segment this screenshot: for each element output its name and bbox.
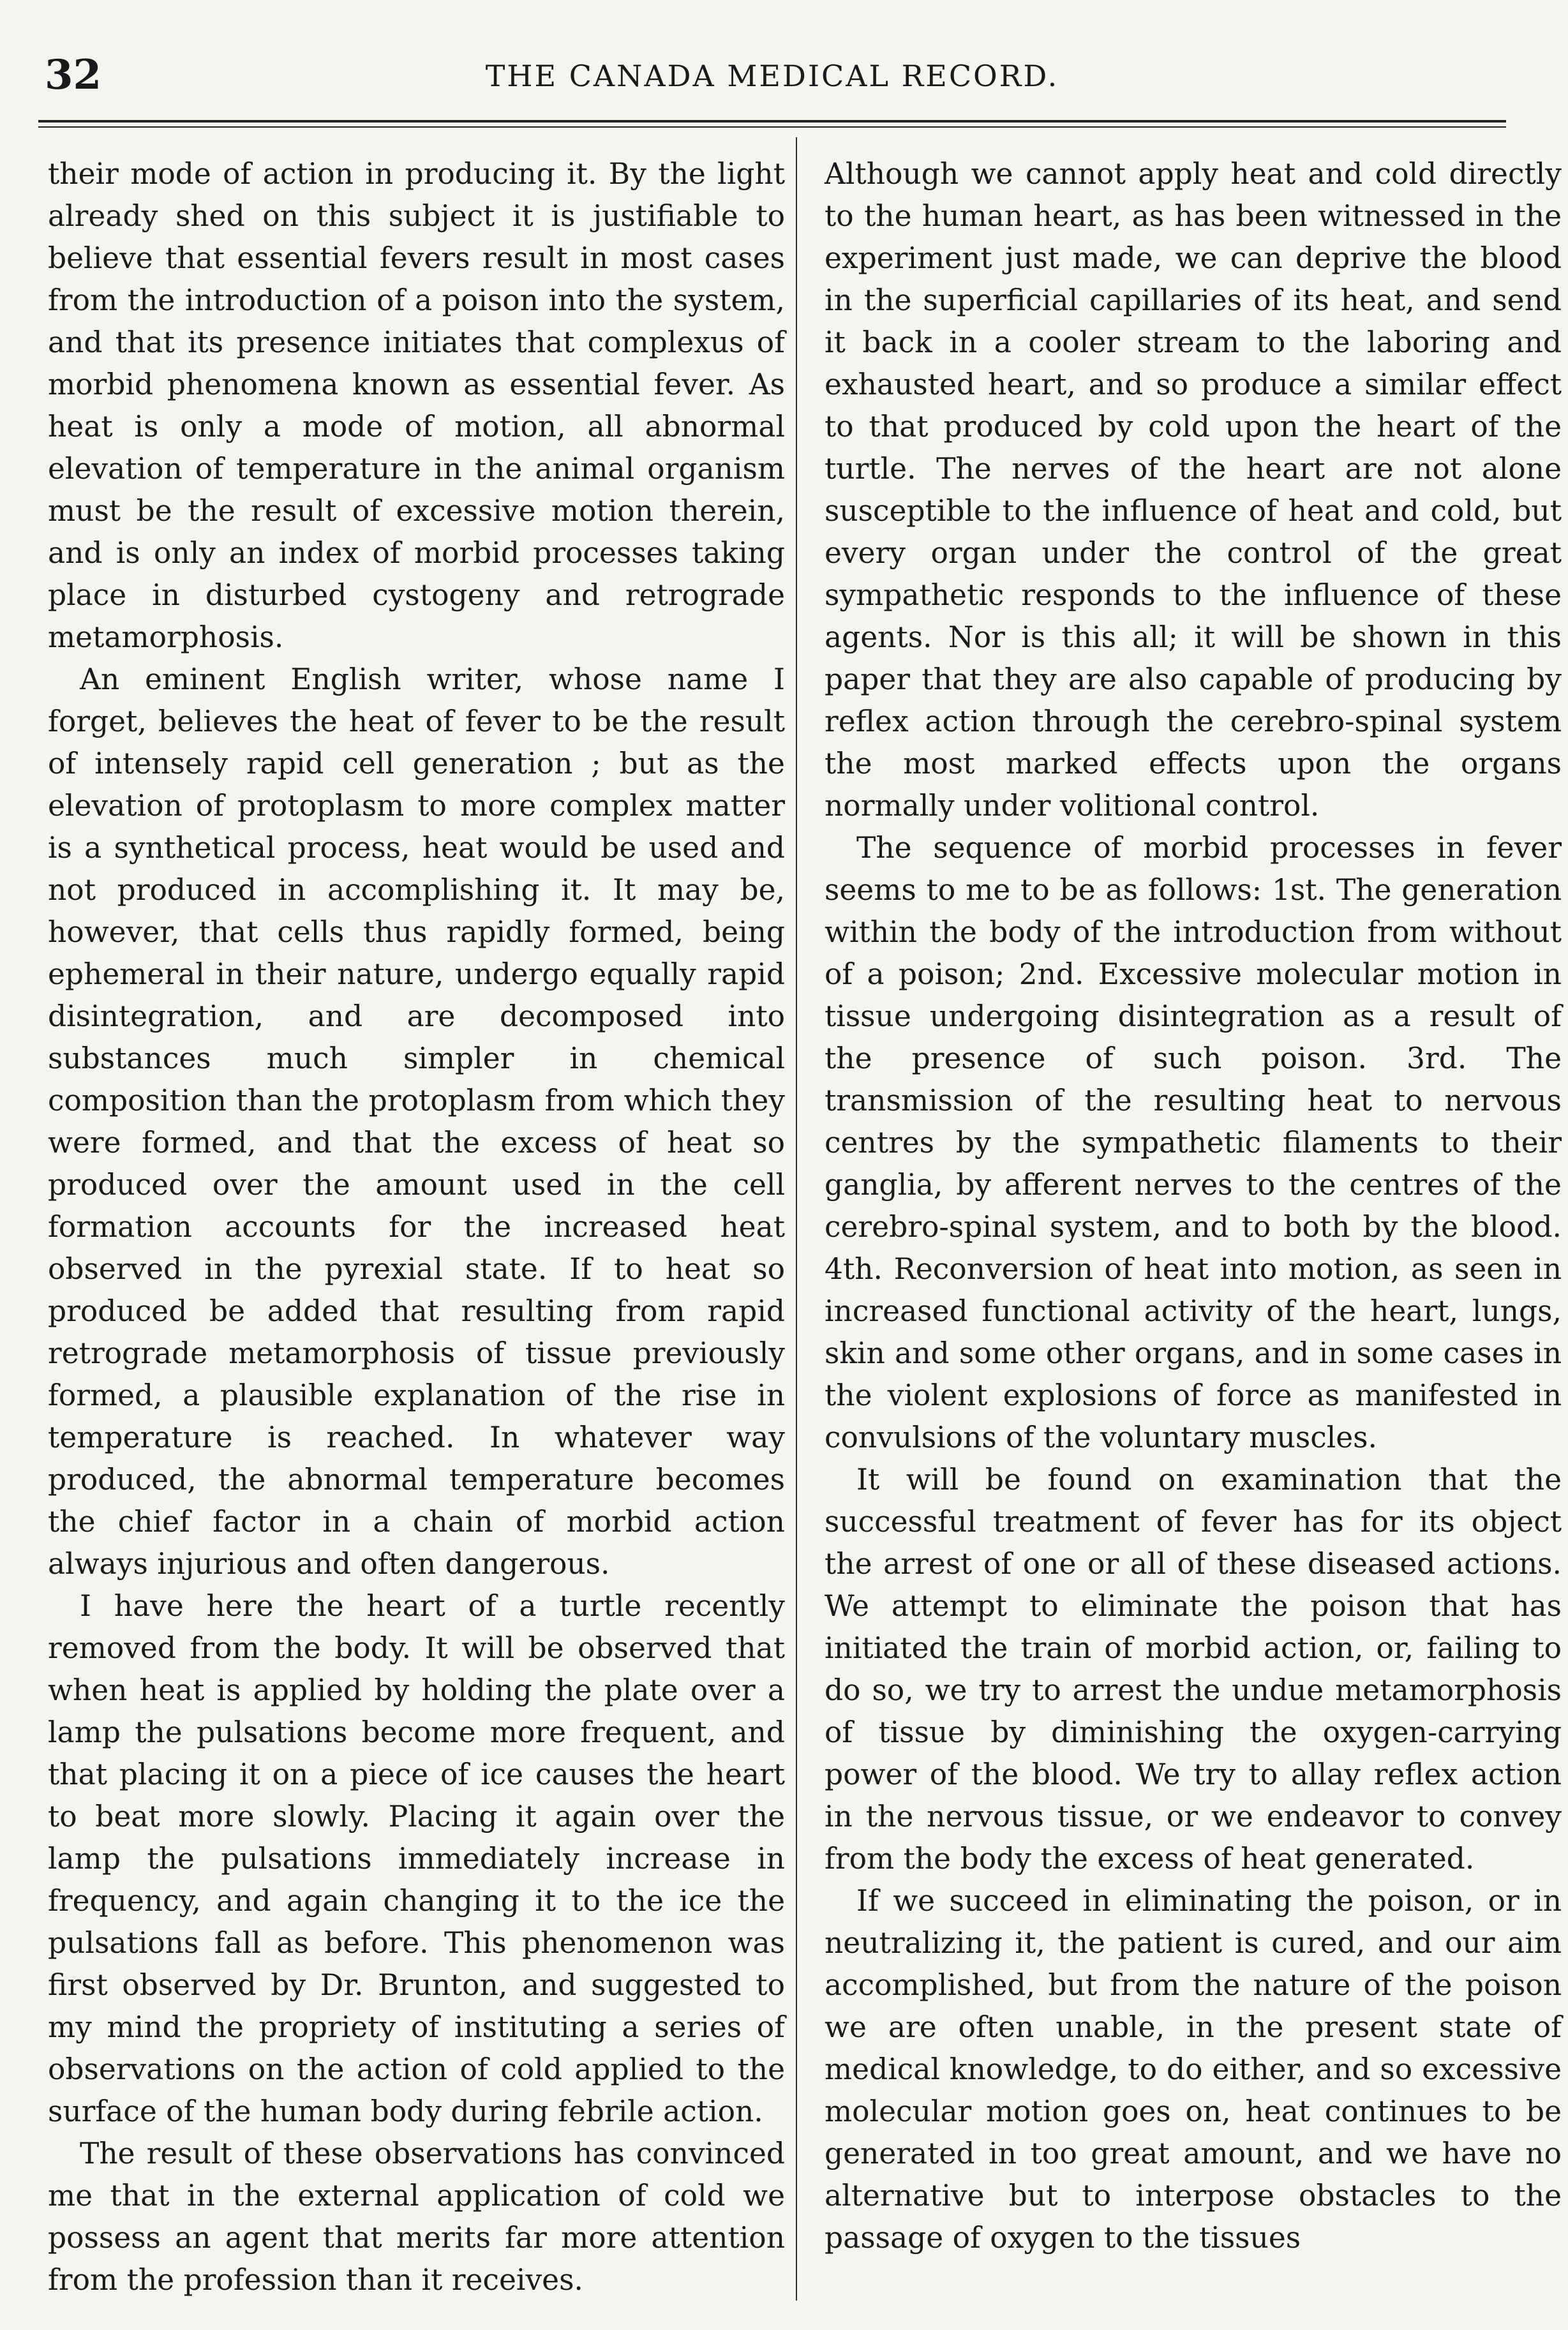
paragraph: An eminent English writer, whose name I forget, believes the heat of fever to be the result of intensely rapid cell generation ; but as the elevation of protoplasm to more complex matter is a synthetical process, heat would be used and not produced in accomplishing it. It may be, however, that cells thus rapidly formed, being ephemeral in their nature, undergo equally rapid disintegration, and are decomposed into substances much simpler in chemical composition than the protoplasm from which they were formed, and that the excess of heat so produced over the amount used in the cell formation accounts for the increased heat observed in the pyrexial state. If to heat so produced be added that resulting from rapid retrograde metamorphosis of tissue previously formed, a plausible explanation of the rise in temperature is reached. In whatever way produced, the abnormal temperature becomes the chief factor in a chain of morbid action always injurious and often dangerous. (48, 662, 785, 1581)
page-number: 32 (45, 51, 102, 99)
running-title: THE CANADA MEDICAL RECORD. (485, 59, 1059, 93)
header-rule (38, 120, 1506, 123)
left-column (48, 153, 785, 2301)
paragraph: The sequence of morbid processes in fever seems to me to be as follows: 1st. The generation within the body of the introduction from without of a poison; 2nd. Excessive molecular motion in tissue undergoing disintegration as a result of the presence of such poison. 3rd. The transmission of the resulting heat to nervous centres by the sympathetic filaments to their ganglia, by afferent nerves to the centres of the cerebro-spinal system, and to both by the blood. 4th. Reconversion of heat into motion, as seen in increased functional activity of the heart, lungs, skin and some other organs, and in some cases in the violent explosions of force as manifested in convulsions of the voluntary muscles. (825, 831, 1562, 1454)
right-column (825, 153, 1562, 2259)
paragraph: their mode of action in producing it. By the light already shed on this subject it is justifiable to believe that essential fevers result in most cases from the introduction of a poison into the system, and that its presence initiates that complexus of morbid phenomena known as essential fever. As heat is only a mode of motion, all abnormal elevation of temperature in the animal organism must be the result of excessive motion therein, and is only an index of morbid processes taking place in disturbed cystogeny and retrograde metamorphosis. (48, 157, 785, 654)
paragraph: It will be found on examination that the successful treatment of fever has for its object the arrest of one or all of these diseased actions. We attempt to eliminate the poison that has initiated the train of morbid action, or, failing to do so, we try to arrest the undue metamorphosis of tissue by diminishing the oxygen-carrying power of the blood. We try to allay reflex action in the nervous tissue, or we endeavor to convey from the body the excess of heat generated. (825, 1463, 1562, 1876)
paragraph: I have here the heart of a turtle recently removed from the body. It will be observed that when heat is applied by holding the plate over a lamp the pulsations become more frequent, and that placing it on a piece of ice causes the heart to beat more slowly. Placing it again over the lamp the pulsations immediately increase in frequency, and again changing it to the ice the pulsations fall as before. This phenomenon was first observed by Dr. Brunton, and suggested to my mind the propriety of instituting a series of observations on the action of cold applied to the surface of the human body during febrile action. (48, 1589, 785, 2128)
column-divider (796, 137, 797, 2301)
page-header (38, 38, 1506, 108)
paragraph: If we succeed in eliminating the poison, or in neutralizing it, the patient is cured, and our aim accomplished, but from the nature of the poison we are often unable, in the present state of medical knowledge, to do either, and so excessive molecular motion goes on, heat continues to be generated in too great amount, and we have no alternative but to interpose obstacles to the passage of oxygen to the tissues (825, 1884, 1562, 2255)
header-rule-thin (38, 126, 1506, 128)
paragraph: Although we cannot apply heat and cold directly to the human heart, as has been witnessed in the experiment just made, we can deprive the blood in the superficial capillaries of its heat, and send it back in a cooler stream to the laboring and exhausted heart, and so produce a similar effect to that produced by cold upon the heart of the turtle. The nerves of the heart are not alone susceptible to the influence of heat and cold, but every organ under the control of the great sympathetic responds to the influence of these agents. Nor is this all; it will be shown in this paper that they are also capable of producing by reflex action through the cerebro-spinal system the most marked effects upon the organs normally under volitional control. (825, 157, 1562, 823)
paragraph: The result of these observations has convinced me that in the external application of cold we possess an agent that merits far more attention from the profession than it receives. (48, 2137, 785, 2297)
